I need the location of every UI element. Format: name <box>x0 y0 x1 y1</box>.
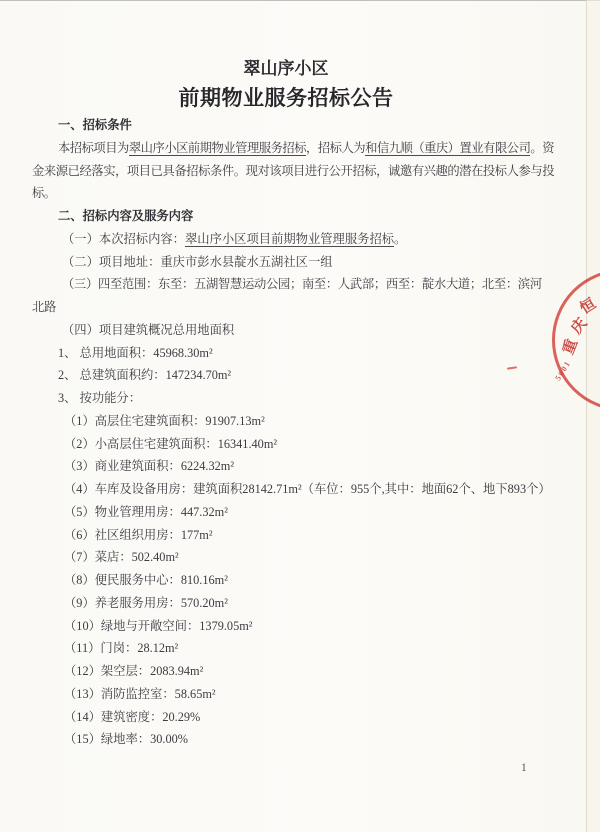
underlined-company-name: 和信九顺（重庆）置业有限公司 <box>365 140 531 155</box>
function-stat-line: （8）便民服务中心：810.16m² <box>64 573 228 587</box>
page-number: 1 <box>521 762 527 774</box>
function-stat-line: （1）高层住宅建筑面积：91907.13m² <box>64 413 265 428</box>
section2-item2-address: （二）项目地址：重庆市彭水县靛水五湖社区一组 <box>62 254 333 269</box>
function-stat-line: （14）建筑密度：20.29% <box>64 709 201 724</box>
function-stat-line: （10）绿地与开敞空间：1379.05m² <box>64 618 253 633</box>
function-stat-line: （15）绿地率：30.00% <box>64 732 188 747</box>
underlined-tender-content: 翠山序小区项目前期物业管理服务招标 <box>184 231 395 246</box>
section1-intro-paragraph <box>32 137 554 205</box>
seal-character: 重 <box>560 337 582 358</box>
seal-character: 庆 <box>568 315 591 338</box>
land-stat-line: 3、 按功能分： <box>58 391 142 405</box>
function-stat-line: （3）商业建筑面积：6224.32m² <box>64 459 235 474</box>
underlined-project-name: 翠山序小区前期物业管理服务招标 <box>128 140 307 155</box>
intro-text-post: 。资金来源已经落实，项目已具备招标条件。现对该项目进行公开招标，诚邀有兴趣的潜在投标人参与投标。 <box>32 140 554 201</box>
section2-item4-heading: （四）项目建筑概况总用地面积 <box>62 322 235 337</box>
function-stat-line: （4）车库及设备用房：建筑面积28142.71m²（车位：955个,其中：地面62个、地下893个） <box>64 482 551 496</box>
land-stat-line: 2、 总建筑面积约：147234.70m² <box>58 368 232 383</box>
function-stat-line: （2）小高层住宅建筑面积：16341.40m² <box>64 436 278 451</box>
paper-edge-strip <box>587 0 600 832</box>
document-body <box>32 56 554 751</box>
function-stat-line: （12）架空层：2083.94m² <box>64 664 204 678</box>
intro-text-pre: 本招标项目为 <box>58 140 129 155</box>
scan-top-edge <box>0 0 600 1</box>
function-stat-line: （7）菜店：502.40m² <box>64 550 179 565</box>
paper-fold-line <box>586 0 587 832</box>
land-stat-line: 1、 总用地面积：45968.30m² <box>58 345 213 360</box>
function-stat-line: （6）社区组织用房：177m² <box>64 527 213 542</box>
intro-text-mid: ，招标人为 <box>306 140 366 155</box>
section2-item1 <box>32 228 540 251</box>
function-stat-line: （11）门岗：28.12m² <box>64 641 179 656</box>
section2-heading: 二、招标内容及服务内容 <box>58 209 194 223</box>
seal-character: 恒 <box>577 296 599 318</box>
function-stat-line: （9）养老服务用房：570.20m² <box>64 595 228 610</box>
document-title-line2: 前期物业服务招标公告 <box>178 86 394 110</box>
item1-text-post: 。 <box>394 231 407 246</box>
section1-heading: 一、招标条件 <box>58 118 132 132</box>
section2-item3-boundaries: （三）四至范围：东至：五湖智慧运动公园；南至：人武部；西至：靛水大道；北至：滨河北路 <box>32 277 542 314</box>
item1-text-pre: （一）本次招标内容： <box>62 231 185 246</box>
function-stat-line: （13）消防监控室：58.65m² <box>64 686 216 701</box>
document-title-line1: 翠山序小区 <box>243 59 329 78</box>
function-stat-line: （5）物业管理用房：447.32m² <box>64 504 228 519</box>
seal-digits: 5001 <box>553 358 573 383</box>
